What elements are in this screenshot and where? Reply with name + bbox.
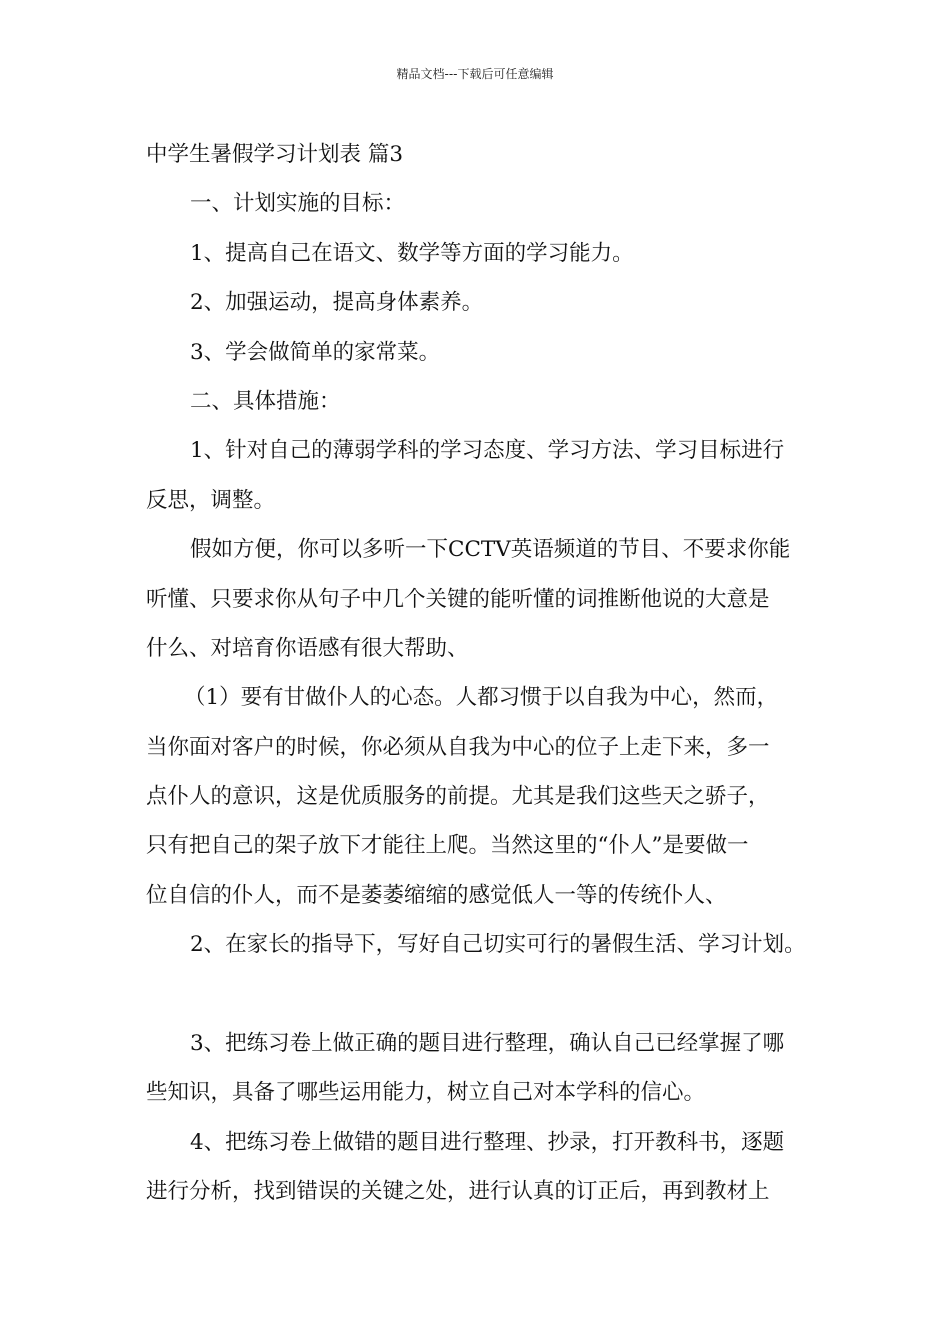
paragraph-line: 点仆人的意识，这是优质服务的前提。尤其是我们这些天之骄子， [146, 784, 770, 810]
paragraph-line: 听懂、只要求你从句子中几个关键的能听懂的词推断他说的大意是 [146, 586, 770, 612]
page-header: 精品文档---下载后可任意编辑 [396, 67, 554, 81]
paragraph-line: 3、把练习卷上做正确的题目进行整理，确认自己已经掌握了哪 [190, 1031, 785, 1057]
paragraph-line: 4、把练习卷上做错的题目进行整理、抄录，打开教科书，逐题 [190, 1129, 785, 1155]
document-body [146, 130, 810, 1217]
goal-item-3: 3、学会做简单的家常菜。 [190, 339, 441, 365]
blank-line [146, 970, 810, 1019]
goal-item-2: 2、加强运动，提高身体素养。 [190, 290, 484, 316]
paragraph-line: 什么、对培育你语感有很大帮助、 [146, 635, 469, 661]
paragraph-line: 当你面对客户的时候，你必须从自我为中心的位子上走下来，多一 [146, 734, 770, 760]
paragraph-line: 些知识，具备了哪些运用能力，树立自己对本学科的信心。 [146, 1080, 706, 1106]
section-heading-goals: 一、计划实施的目标： [190, 191, 406, 217]
paragraph-line: 进行分析，找到错误的关键之处，进行认真的订正后，再到教材上 [146, 1179, 770, 1205]
paragraph-line: （1）要有甘做仆人的心态。人都习惯于以自我为中心，然而， [184, 685, 779, 711]
paragraph-line: 位自信的仆人，而不是萎萎缩缩的感觉低人一等的传统仆人、 [146, 882, 727, 908]
goal-item-1: 1、提高自己在语文、数学等方面的学习能力。 [190, 240, 634, 266]
paragraph-line: 2、在家长的指导下，写好自己切实可行的暑假生活、学习计划。 [190, 932, 806, 958]
paragraph-line: 只有把自己的架子放下才能往上爬。当然这里的“仆人”是要做一 [146, 833, 749, 859]
paragraph-line: 假如方便，你可以多听一下CCTV英语频道的节目、不要求你能 [190, 537, 791, 563]
section-heading-measures: 二、具体措施： [190, 388, 341, 414]
document-title: 中学生暑假学习计划表 篇3 [146, 142, 404, 167]
paragraph-line: 反思，调整。 [146, 487, 276, 513]
paragraph-line: 1、针对自己的薄弱学科的学习态度、学习方法、学习目标进行 [190, 438, 785, 464]
